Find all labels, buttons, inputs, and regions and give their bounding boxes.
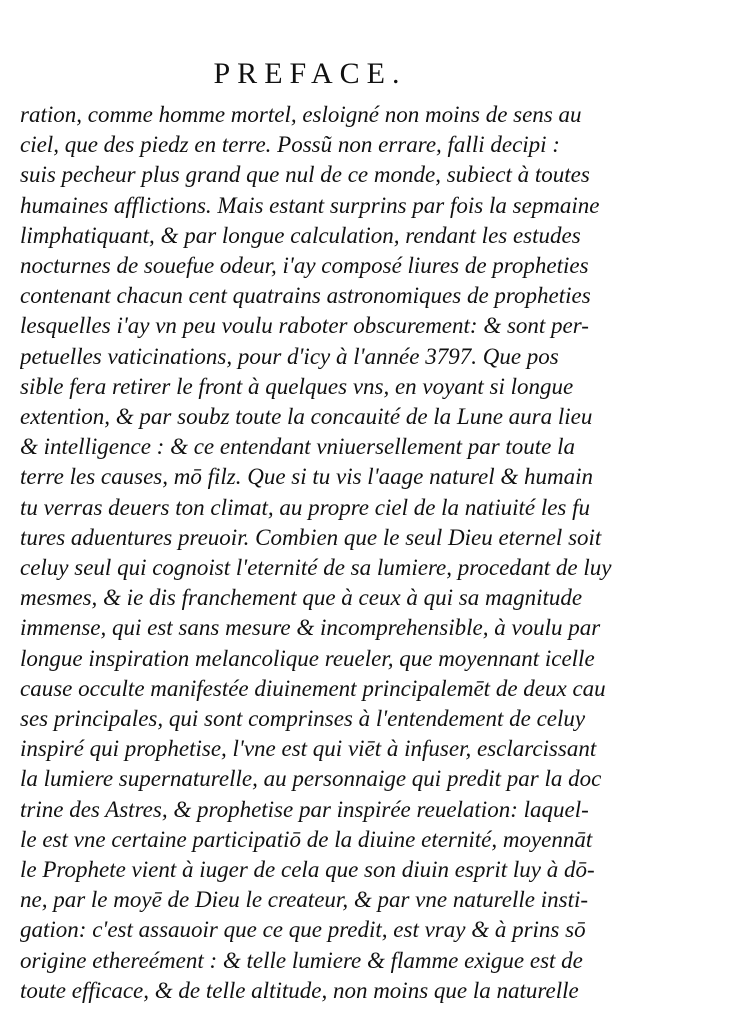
text-line: immense, qui est sans mesure & incomprehensible, à voulu par — [20, 615, 601, 641]
text-line: & intelligence : & ce entendant vniuersellement par toute la — [20, 434, 576, 460]
text-line: lesquelles i'ay vn peu voulu raboter obscurement: & sont per- — [20, 313, 589, 339]
text-line: petuelles vaticinations, pour d'icy à l'année 3797. Que pos — [20, 343, 559, 369]
text-line: gation: c'est assauoir que ce que predit, est vray & à prins sō — [20, 917, 586, 943]
text-line: ses principales, qui sont comprinses à l'entendement de celuy — [20, 706, 586, 731]
text-line: extention, & par soubz toute la concauité de la Lune aura lieu — [20, 404, 593, 429]
text-line: sible fera retirer le front à quelques vns, en voyant si longue — [20, 373, 574, 399]
text-line: origine ethereément : & telle lumiere & flamme exigue est de — [20, 947, 583, 973]
text-line: tures aduentures preuoir. Combien que le seul Dieu eternel soit — [20, 524, 602, 550]
text-line: inspiré qui prophetise, l'vne est qui viēt à infuser, esclarcissant — [20, 736, 597, 762]
text-line: contenant chacun cent quatrains astronomiques de propheties — [20, 283, 591, 309]
text-line: cause occulte manifestée diuinement principalemēt de deux cau — [20, 675, 606, 701]
page-header: PREFACE. — [213, 57, 407, 90]
text-line: trine des Astres, & prophetise par inspirée reuelation: laquel- — [20, 796, 589, 822]
text-line: le est vne certaine participatiō de la diuine eternité, moyennāt — [20, 826, 593, 852]
text-line: nocturnes de souefue odeur, i'ay composé liures de propheties — [20, 253, 589, 278]
text-line: ne, par le moyē de Dieu le createur, & par vne naturelle insti- — [20, 887, 589, 913]
text-line: toute efficace, & de telle altitude, non moins que la naturelle — [20, 977, 579, 1003]
text-line: le Prophete vient à iuger de cela que son diuin esprit luy à dō- — [20, 857, 595, 882]
text-line: tu verras deuers ton climat, au propre ciel de la natiuité les fu — [20, 494, 591, 520]
text-line: suis pecheur plus grand que nul de ce monde, subiect à toutes — [20, 162, 590, 188]
text-line: ciel, que des piedz en terre. Possũ non errare, falli decipi : — [20, 132, 560, 158]
text-line: mesmes, & ie dis franchement que à ceux à qui sa magnitude — [20, 585, 583, 611]
text-line: terre les causes, mō filz. Que si tu vis l'aage naturel & humain — [20, 464, 594, 490]
text-line: la lumiere supernaturelle, au personnaige qui predit par la doc — [20, 766, 602, 792]
text-line: humaines afflictions. Mais estant surprins par fois la sepmaine — [20, 192, 600, 218]
text-line: celuy seul qui cognoist l'eternité de sa lumiere, procedant de luy — [20, 555, 612, 580]
text-line: ration, comme homme mortel, esloigné non moins de sens au — [20, 102, 582, 127]
text-line: longue inspiration melancolique reueler, que moyennant icelle — [20, 645, 595, 671]
text-line: limphatiquant, & par longue calculation, rendant les estudes — [20, 222, 581, 248]
